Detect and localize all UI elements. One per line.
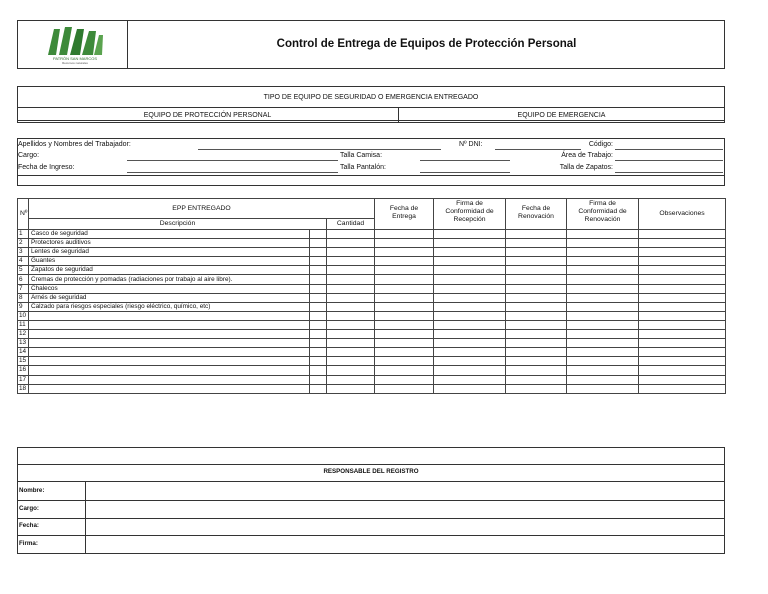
row-fecha-entrega-cell[interactable] xyxy=(375,293,434,302)
shoe-size-field[interactable] xyxy=(615,172,723,173)
row-number: 13 xyxy=(18,339,29,348)
row-number: 16 xyxy=(18,366,29,375)
responsable-name-field[interactable] xyxy=(86,482,724,500)
row-fecha-entrega-cell[interactable] xyxy=(375,320,434,329)
row-fecha-entrega-cell[interactable] xyxy=(375,284,434,293)
cargo-field[interactable] xyxy=(127,160,338,161)
row-observaciones-cell[interactable] xyxy=(639,348,726,357)
table-row xyxy=(18,302,726,311)
row-number: 4 xyxy=(18,257,29,266)
row-observaciones-cell[interactable] xyxy=(639,357,726,366)
divider xyxy=(17,464,725,465)
row-fecha-renovacion-cell[interactable] xyxy=(506,348,567,357)
row-number: 5 xyxy=(18,266,29,275)
row-description: Arnés de seguridad xyxy=(29,293,310,302)
row-spacer-cell[interactable] xyxy=(310,275,327,284)
row-fecha-renovacion-cell[interactable] xyxy=(506,293,567,302)
row-observaciones-cell[interactable] xyxy=(639,339,726,348)
row-fecha-entrega-cell[interactable] xyxy=(375,339,434,348)
row-quantity-cell[interactable] xyxy=(327,366,375,375)
responsable-cargo-field[interactable] xyxy=(86,501,724,518)
responsable-signature-label: Firma: xyxy=(19,540,38,547)
row-fecha-renovacion-cell[interactable] xyxy=(506,266,567,275)
row-fecha-entrega-cell[interactable] xyxy=(375,357,434,366)
table-row xyxy=(18,348,726,357)
hire-date-label: Fecha de Ingreso: xyxy=(18,164,75,171)
row-spacer-cell[interactable] xyxy=(310,320,327,329)
work-area-field[interactable] xyxy=(615,160,723,161)
table-row xyxy=(18,275,726,284)
epp-type-label: EQUIPO DE PROTECCIÓN PERSONAL xyxy=(143,112,272,119)
hire-date-field[interactable] xyxy=(127,172,338,173)
responsable-date-label: Fecha: xyxy=(19,522,39,529)
responsable-signature-field[interactable] xyxy=(86,536,724,554)
row-firma-renovacion-cell[interactable] xyxy=(567,311,639,320)
row-firma-recepcion-cell[interactable] xyxy=(434,257,506,266)
row-firma-renovacion-cell[interactable] xyxy=(567,239,639,248)
row-firma-recepcion-cell[interactable] xyxy=(434,293,506,302)
row-number: 6 xyxy=(18,275,29,284)
row-firma-renovacion-cell[interactable] xyxy=(567,302,639,311)
row-fecha-entrega-cell[interactable] xyxy=(375,384,434,393)
row-description xyxy=(29,366,310,375)
row-quantity-cell[interactable] xyxy=(327,248,375,257)
row-firma-recepcion-cell[interactable] xyxy=(434,330,506,339)
row-fecha-entrega-cell[interactable] xyxy=(375,366,434,375)
row-firma-recepcion-cell[interactable] xyxy=(434,311,506,320)
table-row xyxy=(18,339,726,348)
responsable-cargo-label: Cargo: xyxy=(19,505,39,512)
row-spacer-cell[interactable] xyxy=(310,339,327,348)
row-firma-renovacion-cell[interactable] xyxy=(567,293,639,302)
table-row xyxy=(18,293,726,302)
row-fecha-entrega-cell[interactable] xyxy=(375,348,434,357)
row-firma-recepcion-cell[interactable] xyxy=(434,266,506,275)
row-quantity-cell[interactable] xyxy=(327,339,375,348)
row-number: 1 xyxy=(18,230,29,239)
row-observaciones-cell[interactable] xyxy=(639,257,726,266)
row-quantity-cell[interactable] xyxy=(327,357,375,366)
row-quantity-cell[interactable] xyxy=(327,230,375,239)
table-row xyxy=(18,357,726,366)
row-firma-renovacion-cell[interactable] xyxy=(567,339,639,348)
shoe-size-label: Talla de Zapatos: xyxy=(559,164,613,171)
row-spacer-cell[interactable] xyxy=(310,230,327,239)
table-row xyxy=(18,320,726,329)
row-quantity-cell[interactable] xyxy=(327,284,375,293)
row-firma-recepcion-cell[interactable] xyxy=(434,384,506,393)
row-fecha-entrega-cell[interactable] xyxy=(375,311,434,320)
row-quantity-cell[interactable] xyxy=(327,311,375,320)
row-firma-recepcion-cell[interactable] xyxy=(434,357,506,366)
page-title: Control de Entrega de Equipos de Protección Personal xyxy=(276,38,577,50)
col-firma-renovacion-header: Firma de Conformidad de Renovación xyxy=(567,199,639,230)
table-row xyxy=(18,311,726,320)
shirt-size-field[interactable] xyxy=(420,160,510,161)
row-spacer-cell[interactable] xyxy=(310,375,327,384)
responsable-title: RESPONSABLE DEL REGISTRO xyxy=(323,468,419,475)
row-description xyxy=(29,384,310,393)
emergency-title: TIPO DE EQUIPO DE SEGURIDAD O EMERGENCIA ENTREGADO xyxy=(263,94,479,101)
row-firma-recepcion-cell[interactable] xyxy=(434,284,506,293)
row-firma-renovacion-cell[interactable] xyxy=(567,320,639,329)
row-description: Zapatos de seguridad xyxy=(29,266,310,275)
logo-text: PATRÓN SAN MARCOS xyxy=(52,56,98,61)
row-firma-renovacion-cell[interactable] xyxy=(567,257,639,266)
row-description: Chalecos xyxy=(29,284,310,293)
code-field[interactable] xyxy=(615,149,723,150)
row-firma-renovacion-cell[interactable] xyxy=(567,284,639,293)
cargo-label: Cargo: xyxy=(18,152,40,159)
row-description: Guantes xyxy=(29,257,310,266)
row-firma-recepcion-cell[interactable] xyxy=(434,375,506,384)
row-firma-recepcion-cell[interactable] xyxy=(434,366,506,375)
row-observaciones-cell[interactable] xyxy=(639,302,726,311)
divider xyxy=(17,175,725,176)
row-firma-recepcion-cell[interactable] xyxy=(434,248,506,257)
col-observaciones-header: Observaciones xyxy=(639,199,726,230)
row-firma-renovacion-cell[interactable] xyxy=(567,348,639,357)
row-fecha-entrega-cell[interactable] xyxy=(375,230,434,239)
row-quantity-cell[interactable] xyxy=(327,320,375,329)
row-quantity-cell[interactable] xyxy=(327,239,375,248)
divider xyxy=(17,120,725,121)
row-fecha-renovacion-cell[interactable] xyxy=(506,275,567,284)
table-row xyxy=(18,330,726,339)
row-firma-renovacion-cell[interactable] xyxy=(567,266,639,275)
row-firma-renovacion-cell[interactable] xyxy=(567,375,639,384)
col-fecha-renovacion-header: Fecha de Renovación xyxy=(506,199,567,230)
row-firma-recepcion-cell[interactable] xyxy=(434,275,506,284)
row-observaciones-cell[interactable] xyxy=(639,248,726,257)
work-area-label: Área de Trabajo: xyxy=(561,152,613,159)
table-row xyxy=(18,230,726,239)
row-fecha-renovacion-cell[interactable] xyxy=(506,366,567,375)
row-spacer-cell[interactable] xyxy=(310,248,327,257)
row-quantity-cell[interactable] xyxy=(327,266,375,275)
row-spacer-cell[interactable] xyxy=(310,311,327,320)
row-fecha-renovacion-cell[interactable] xyxy=(506,302,567,311)
row-quantity-cell[interactable] xyxy=(327,330,375,339)
row-firma-renovacion-cell[interactable] xyxy=(567,366,639,375)
row-observaciones-cell[interactable] xyxy=(639,366,726,375)
worker-name-field[interactable] xyxy=(198,149,441,150)
row-description: Cremas de protección y pomadas (radiaciones por trabajo al aire libre). xyxy=(29,275,310,284)
row-firma-recepcion-cell[interactable] xyxy=(434,339,506,348)
row-fecha-entrega-cell[interactable] xyxy=(375,257,434,266)
table-row xyxy=(18,257,726,266)
row-fecha-renovacion-cell[interactable] xyxy=(506,357,567,366)
row-fecha-renovacion-cell[interactable] xyxy=(506,230,567,239)
row-number: 17 xyxy=(18,375,29,384)
col-desc-header: Descripción xyxy=(29,219,327,230)
row-fecha-renovacion-cell[interactable] xyxy=(506,384,567,393)
row-firma-renovacion-cell[interactable] xyxy=(567,384,639,393)
row-firma-renovacion-cell[interactable] xyxy=(567,230,639,239)
row-firma-recepcion-cell[interactable] xyxy=(434,239,506,248)
row-description xyxy=(29,339,310,348)
row-number: 18 xyxy=(18,384,29,393)
logo-subtext: Recursos naturales xyxy=(62,61,88,65)
row-observaciones-cell[interactable] xyxy=(639,320,726,329)
emergency-type-label: EQUIPO DE EMERGENCIA xyxy=(517,112,606,119)
row-number: 12 xyxy=(18,330,29,339)
row-description: Lentes de seguridad xyxy=(29,248,310,257)
dni-field[interactable] xyxy=(495,149,581,150)
row-firma-recepcion-cell[interactable] xyxy=(434,302,506,311)
row-spacer-cell[interactable] xyxy=(310,266,327,275)
pants-size-label: Talla Pantalón: xyxy=(340,164,386,171)
row-observaciones-cell[interactable] xyxy=(639,239,726,248)
row-observaciones-cell[interactable] xyxy=(639,384,726,393)
row-number: 7 xyxy=(18,284,29,293)
row-fecha-renovacion-cell[interactable] xyxy=(506,239,567,248)
table-row xyxy=(18,239,726,248)
row-number: 15 xyxy=(18,357,29,366)
row-description xyxy=(29,375,310,384)
row-observaciones-cell[interactable] xyxy=(639,293,726,302)
col-firma-recepcion-header: Firma de Conformidad de Recepción xyxy=(434,199,506,230)
worker-name-label: Apellidos y Nombres del Trabajador: xyxy=(18,141,131,148)
row-quantity-cell[interactable] xyxy=(327,384,375,393)
row-firma-renovacion-cell[interactable] xyxy=(567,357,639,366)
pants-size-field[interactable] xyxy=(420,172,510,173)
dni-label: Nº DNI: xyxy=(459,141,483,148)
row-quantity-cell[interactable] xyxy=(327,275,375,284)
row-fecha-renovacion-cell[interactable] xyxy=(506,284,567,293)
row-description: Protectores auditivos xyxy=(29,239,310,248)
row-fecha-entrega-cell[interactable] xyxy=(375,302,434,311)
row-spacer-cell[interactable] xyxy=(310,366,327,375)
row-fecha-renovacion-cell[interactable] xyxy=(506,339,567,348)
responsable-date-field[interactable] xyxy=(86,519,724,535)
row-firma-renovacion-cell[interactable] xyxy=(567,248,639,257)
col-qty-header: Cantidad xyxy=(327,219,375,230)
divider xyxy=(17,107,725,108)
table-row xyxy=(18,248,726,257)
row-fecha-entrega-cell[interactable] xyxy=(375,330,434,339)
row-observaciones-cell[interactable] xyxy=(639,330,726,339)
row-fecha-entrega-cell[interactable] xyxy=(375,239,434,248)
row-number: 3 xyxy=(18,248,29,257)
row-observaciones-cell[interactable] xyxy=(639,284,726,293)
col-no-header: Nº xyxy=(18,199,29,230)
row-description: Casco de seguridad xyxy=(29,230,310,239)
code-label: Código: xyxy=(588,141,613,148)
row-fecha-entrega-cell[interactable] xyxy=(375,275,434,284)
row-fecha-renovacion-cell[interactable] xyxy=(506,375,567,384)
row-number: 2 xyxy=(18,239,29,248)
shirt-size-label: Talla Camisa: xyxy=(340,152,383,159)
row-description: Calzado para riesgos especiales (riesgo eléctrico, químico, etc) xyxy=(29,302,310,311)
table-row xyxy=(18,375,726,384)
row-spacer-cell[interactable] xyxy=(310,293,327,302)
row-quantity-cell[interactable] xyxy=(327,257,375,266)
row-firma-recepcion-cell[interactable] xyxy=(434,230,506,239)
table-row xyxy=(18,284,726,293)
epp-table xyxy=(17,198,726,394)
row-number: 9 xyxy=(18,302,29,311)
row-spacer-cell[interactable] xyxy=(310,302,327,311)
row-description xyxy=(29,348,310,357)
row-number: 11 xyxy=(18,320,29,329)
row-description xyxy=(29,330,310,339)
row-observaciones-cell[interactable] xyxy=(639,375,726,384)
row-fecha-renovacion-cell[interactable] xyxy=(506,311,567,320)
row-fecha-renovacion-cell[interactable] xyxy=(506,330,567,339)
table-row xyxy=(18,366,726,375)
row-spacer-cell[interactable] xyxy=(310,384,327,393)
col-fecha-entrega-header: Fecha de Entrega xyxy=(375,199,434,230)
row-quantity-cell[interactable] xyxy=(327,302,375,311)
row-description xyxy=(29,320,310,329)
row-fecha-renovacion-cell[interactable] xyxy=(506,320,567,329)
table-row xyxy=(18,266,726,275)
row-firma-renovacion-cell[interactable] xyxy=(567,330,639,339)
row-spacer-cell[interactable] xyxy=(310,257,327,266)
row-observaciones-cell[interactable] xyxy=(639,230,726,239)
row-spacer-cell[interactable] xyxy=(310,239,327,248)
row-description xyxy=(29,311,310,320)
row-fecha-renovacion-cell[interactable] xyxy=(506,257,567,266)
row-firma-renovacion-cell[interactable] xyxy=(567,275,639,284)
row-observaciones-cell[interactable] xyxy=(639,266,726,275)
row-quantity-cell[interactable] xyxy=(327,375,375,384)
row-spacer-cell[interactable] xyxy=(310,348,327,357)
row-number: 8 xyxy=(18,293,29,302)
row-fecha-renovacion-cell[interactable] xyxy=(506,248,567,257)
row-observaciones-cell[interactable] xyxy=(639,311,726,320)
row-firma-recepcion-cell[interactable] xyxy=(434,348,506,357)
table-row xyxy=(18,384,726,393)
row-firma-recepcion-cell[interactable] xyxy=(434,320,506,329)
row-number: 10 xyxy=(18,311,29,320)
row-quantity-cell[interactable] xyxy=(327,348,375,357)
col-epp-header: EPP ENTREGADO xyxy=(29,199,375,219)
row-fecha-entrega-cell[interactable] xyxy=(375,375,434,384)
row-spacer-cell[interactable] xyxy=(310,330,327,339)
row-quantity-cell[interactable] xyxy=(327,293,375,302)
row-spacer-cell[interactable] xyxy=(310,357,327,366)
row-number: 14 xyxy=(18,348,29,357)
row-description xyxy=(29,357,310,366)
row-spacer-cell[interactable] xyxy=(310,284,327,293)
responsable-name-label: Nombre: xyxy=(19,487,45,494)
row-observaciones-cell[interactable] xyxy=(639,275,726,284)
row-fecha-entrega-cell[interactable] xyxy=(375,248,434,257)
row-fecha-entrega-cell[interactable] xyxy=(375,266,434,275)
company-logo xyxy=(40,25,130,67)
